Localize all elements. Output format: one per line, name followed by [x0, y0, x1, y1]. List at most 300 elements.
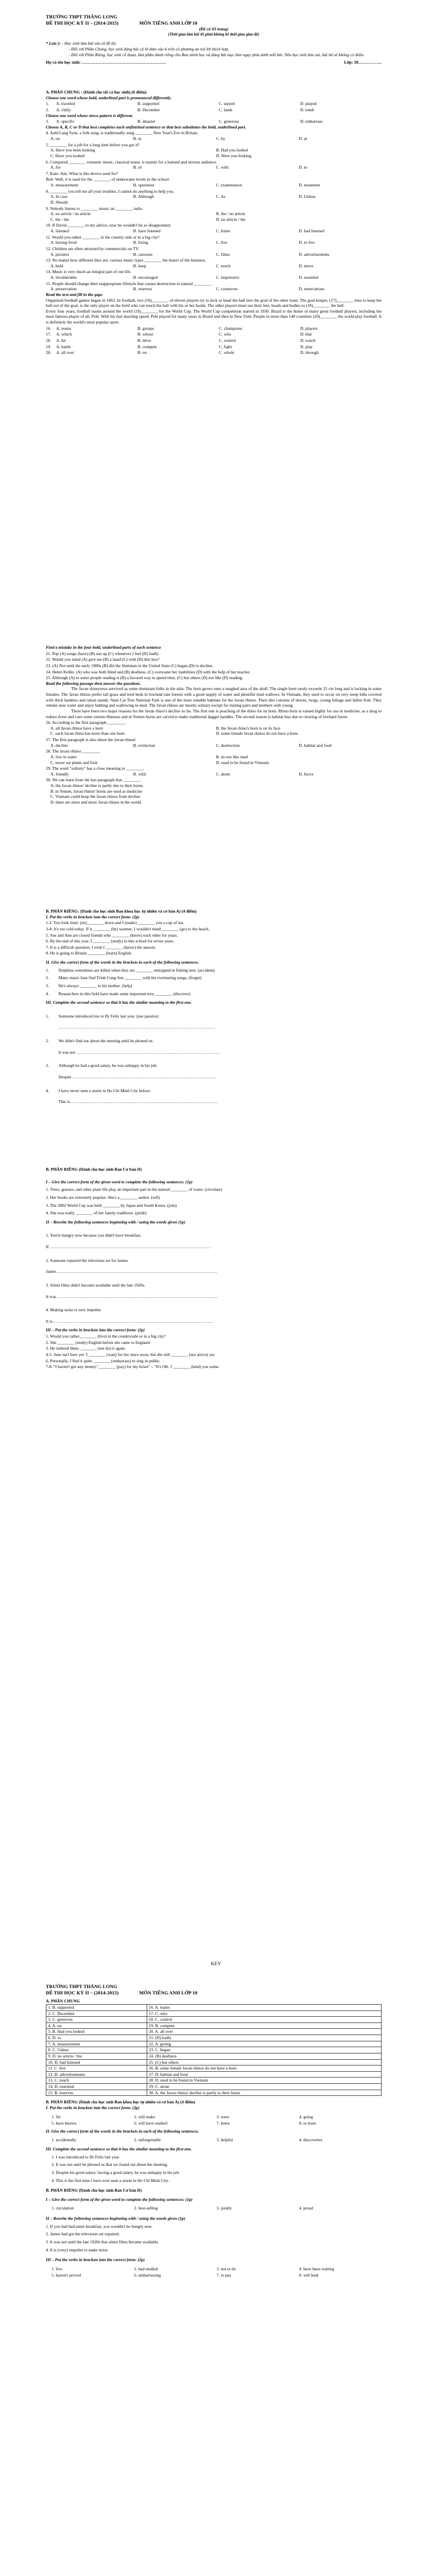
answer-option[interactable]: A. on [50, 136, 60, 141]
part-b1 [46, 906, 382, 1105]
key-exam-line [46, 1990, 382, 1996]
student-class-field[interactable]: Lớp: 10…………….. [344, 60, 382, 65]
question-row [46, 350, 382, 356]
word-form-question [46, 975, 382, 981]
exam-header [46, 14, 382, 65]
question-text: I have never seen a storm in Ho Chi Minh City before. [58, 1088, 151, 1093]
exam-title-line [46, 20, 382, 26]
answer-option[interactable]: D. that [300, 332, 312, 337]
answer-option[interactable]: C. stayed [219, 101, 235, 107]
verb-answer: 5. haven't arrived [52, 2273, 81, 2278]
verb-answer: 7. knew [217, 2121, 230, 2126]
answer-option[interactable]: B. groups [138, 325, 154, 331]
answer-option[interactable]: C. lamb [219, 107, 233, 112]
answer-option[interactable]: C. who [219, 332, 231, 337]
answer-option[interactable]: D. Unless [299, 194, 316, 200]
verb-question[interactable]: 7-8. "I haven't got any money."________ (pay) for my ticket" – "It's OK. I ________ (lend) you some. [46, 1364, 220, 1370]
answer-cell: 16. A. teams [147, 2004, 381, 2010]
answer-option[interactable]: D. there are more and more Javan rhinos in the world. [50, 799, 142, 805]
rewrite-answer: 3. It was not until the late 1920s that silent films became available. [46, 2239, 159, 2244]
answer-option[interactable]: B. living [133, 240, 148, 245]
answer-cell: 19. B. compete [147, 2022, 381, 2029]
answer-option[interactable]: A. hit [56, 337, 66, 343]
answer-option[interactable]: B. compete [138, 344, 157, 349]
answer-option[interactable]: A. which [56, 332, 72, 337]
stress-questions [46, 119, 382, 124]
passage-paragraph: There have been two major reasons for the Javan rhino's decline so far. The first one is poaching of the rhino for its horn. Rhino horn is valued highly for use in medicine, as a drug to reduce fever and cure some certain illnesses and in Yemen horns are carved to make traditional dagger handles. The second reason is habitat loss due to clearing of lowland forest. [46, 708, 382, 719]
question-stem: 4. Auld Lang Syne, a folk song, is traditionally sung ________ New Year's Eve in Britain. [46, 130, 199, 136]
question-number: 2. [46, 975, 49, 981]
key-subject: MÔN TIẾNG ANH LỚP 10 [139, 1990, 198, 1996]
answer-option[interactable]: B. of [133, 165, 142, 170]
key-rewrite-answers [46, 2224, 382, 2253]
answer-option[interactable]: C. the / the [50, 216, 69, 222]
question-number: 4. [46, 1088, 49, 1093]
answer-cell: 24. (B) deafness [147, 2053, 381, 2059]
answer-options [46, 228, 382, 234]
question-number: 1. [46, 101, 49, 107]
answer-line[interactable]: It was not ………………………………………………………………………………………… [58, 1049, 221, 1055]
question-stem: 15. People should change their inappropriate lifestyle that causes destruction to natural ________. [46, 280, 212, 286]
answer-cell: 10. D. had listened [46, 2059, 147, 2066]
question-number: 3. [46, 983, 49, 988]
rewrite-item [46, 1014, 382, 1030]
question-row [46, 101, 382, 107]
word-answer: 2. unforgettable [134, 2137, 161, 2143]
cloze-options [46, 326, 382, 356]
question-text: We didn't find out about the meeting until he phoned us. [58, 1038, 154, 1043]
word-form-question [46, 983, 382, 989]
answer-option[interactable]: C. never eat plants and fruit [50, 759, 98, 765]
answer-option[interactable]: A. chilly [56, 107, 71, 112]
error-question[interactable]: 22. Would you mind (A) give me (B) a hand (C) with (D) this box? [46, 657, 160, 662]
answer-option[interactable]: B. Had you looked [216, 147, 248, 153]
verb-answer: 8. to learn [299, 2121, 316, 2126]
answer-option[interactable]: A. friendly [50, 771, 69, 777]
answer-cell: 22. A. giving [147, 2041, 381, 2047]
answer-options [46, 275, 382, 280]
verb-question[interactable]: 6. Personally, I find it quite ________ (embarrass) to sing in public. [46, 1358, 161, 1363]
school-name: TRƯỜNG THPT THĂNG LONG [46, 14, 117, 20]
original-sentence [46, 1014, 382, 1019]
answer-cell: 7. A. measurement [46, 2041, 147, 2047]
answer-option[interactable]: A. specific [56, 119, 75, 124]
answer-cell: 5. B. Had you looked [46, 2029, 147, 2035]
rewrite-answer: 3. Despite his good salary/ having a good salary, he was unhappy in his job. [52, 2169, 180, 2175]
answer-line[interactable]: ………………………………………………………………………………………………… [58, 1024, 215, 1030]
exam-notes [46, 41, 382, 57]
answer-cell: 28. D. used to be found in Vietnam [147, 2078, 381, 2084]
error-question[interactable]: 25. Although (A) to some people reading is (B) a favored way to spend time, (C) but others (D) not like (D) reading. [46, 675, 244, 681]
answer-row [46, 2053, 382, 2059]
answer-option[interactable]: C. touch [216, 263, 231, 268]
word-answer: 1. accidentally [52, 2137, 77, 2143]
question-number: 1. [46, 1013, 49, 1019]
question-number: 20. [46, 350, 52, 356]
question-stem: 6. Compared ________ romantic music, classical music is mainly for a learned and serious audience. [46, 159, 218, 165]
grammar-questions [46, 130, 382, 292]
rewrite-item [46, 1063, 382, 1079]
error-question[interactable]: 21. Pop (A) songs (have) (B) use up (C) whenever I feel (D) badly. [46, 650, 159, 656]
question-stem: 5. ________ for a job for a long time before you got it? [46, 142, 140, 147]
verb-questions [46, 920, 382, 956]
answer-row [46, 2071, 382, 2078]
answer-option[interactable]: D. some female Javan rhinos do not have a horn. [216, 731, 299, 736]
word-form-question[interactable]: 4. She was really ________ of her family traditions. (pride) [46, 1210, 147, 1216]
answer-option[interactable]: D. to live [299, 240, 315, 245]
exam-pages: (Đề có 03 trang) [199, 26, 229, 32]
original-sentence [46, 1063, 382, 1069]
instruction: Choose A, B, C or D that best completes each unfinished sentence or that best substitutes the bold, underlined part. [46, 124, 246, 130]
question-stem: 7. Kate: Ask: What is this device used for? [46, 170, 119, 176]
verb-answer: 8. will lend [299, 2273, 319, 2278]
rewrite-answer: 1. If you had had eaten breakfast, you wouldn't be hungry now. [46, 2223, 153, 2229]
answer-option[interactable]: A. pictures [50, 251, 69, 257]
reading-passage [46, 686, 382, 719]
passage-paragraph: Organized football games began in 1863. In football, two (16)________ of eleven players try to kick or head the ball into the goal of the other team. The goal keeper, (17)________ tries to keep the ball out of the goal, is the only player on the field who can touch the ball with his or her hands. The other players must use their feet, heads and bodies to (18)________ the ball. [46, 297, 382, 309]
notes-label: * Lưu ý: [46, 41, 61, 46]
answer-option[interactable]: D. at [299, 136, 307, 141]
answer-option[interactable]: B. keep [133, 263, 147, 268]
answer-option[interactable]: A. traveled [56, 101, 75, 107]
answer-option[interactable]: B. cartoons [133, 251, 153, 257]
answer-option[interactable]: A. listened [50, 228, 69, 233]
rewrite-item [46, 1088, 382, 1105]
answer-option[interactable]: D. players [300, 325, 318, 331]
answer-option[interactable]: C. control [219, 337, 236, 343]
answer-row [46, 2029, 382, 2035]
verb-answer: 7. to pay [217, 2273, 231, 2278]
verb-answer: 1. Sit [52, 2114, 61, 2119]
answer-option[interactable]: B. reserves [133, 286, 152, 292]
rewrite-answer: 2. It was not until he phoned us that we found out about the meeting. [52, 2162, 168, 2168]
verb-questions [46, 1334, 382, 1370]
instruction: III. Complete the second sentence so that it has the similar meaning to the first one. [46, 1000, 192, 1006]
answer-row [46, 2041, 382, 2047]
question-number: 4. [46, 991, 49, 996]
answer-cell: 4. A. on [46, 2022, 147, 2029]
answer-cell: 17. C. who [147, 2010, 381, 2017]
answer-option[interactable]: B. disaster [138, 119, 156, 124]
answer-option[interactable]: A. all over [56, 350, 74, 356]
answer-option[interactable]: D. essential [299, 275, 319, 280]
verb-answer: 2. will make [134, 2114, 155, 2119]
verb-question[interactable]: 7. It is a difficult question. I wish I ________ (know) the answer. [46, 944, 156, 950]
answer-option[interactable]: B. operation [133, 182, 155, 188]
answer-cell: 3. C. generous [46, 2017, 147, 2023]
answer-option[interactable]: A. teams [56, 325, 72, 331]
answer-option[interactable]: D. watch [300, 337, 316, 343]
student-name-field[interactable]: Họ và tên học sinh: …………………………………………………… [46, 60, 167, 65]
instruction: Choose one word whose stress pattern is different. [46, 112, 133, 118]
answer-option[interactable]: C. listen [216, 228, 230, 233]
original-sentence: 1. You're hungry now because you didn't have breakfast. [46, 1233, 142, 1238]
answer-option[interactable]: C. live [216, 240, 227, 245]
answer-option[interactable]: C. fight [219, 344, 232, 349]
verb-question[interactable]: 1-2. You look tired. (sit)________ down and I (make) ________ you a cup of tea. [46, 920, 184, 926]
answer-option[interactable]: A. decline [50, 742, 68, 748]
answer-option[interactable]: D. played [300, 101, 317, 107]
verb-question[interactable]: 3-4: It's too cold today. If it ________ (be) warmer, I wouldn't mind ________ (go) to the beach. [46, 926, 210, 932]
answer-option[interactable]: C. with [216, 165, 229, 170]
answer-line[interactable]: James…………………………………………………………………………………………………… [46, 1269, 217, 1275]
answer-option[interactable]: D. embarrass [300, 119, 323, 124]
answer-option[interactable]: C. As [216, 194, 226, 200]
question-row [46, 107, 382, 113]
question-stem: 26. According to the first paragraph, ________. [46, 720, 127, 726]
answer-cell: 23. C. began [147, 2047, 381, 2053]
answer-option[interactable]: D. move [299, 263, 313, 268]
rewrite-questions [46, 1233, 382, 1324]
question-stem: 9. Nobody listens to ________ music on ________ radio. [46, 205, 143, 211]
verb-answer: 2. had studied [134, 2266, 158, 2271]
rewrite-answer: 2. James had got the television set repaired. [46, 2231, 120, 2237]
answer-option[interactable]: A. for [50, 165, 61, 170]
verb-question[interactable]: 2. She ________ (study) English before she came to England. [46, 1339, 151, 1345]
answer-option[interactable]: C. generous [219, 119, 239, 124]
answer-options [46, 754, 382, 765]
rewrite-item [46, 1258, 382, 1275]
answer-option[interactable]: D. Should [50, 199, 68, 205]
rewrite-item [46, 1233, 382, 1249]
word-form-questions [46, 1187, 382, 1216]
answer-options [46, 263, 382, 269]
word-form-question[interactable]: 3. The 2002 World Cup was held ________ by Japan and South Korea. (join) [46, 1202, 177, 1208]
answer-option[interactable]: B. encouraged [133, 275, 158, 280]
note-line: - Đối với Phần Riêng, học sinh cố đọan, làm phần dành riêng cho Ban mình học và đúng bài mục làm ngay phía dưới mỗi bài. Nếu học sinh làm sai, bài thi sẽ không có điểm. [69, 52, 365, 57]
answer-cell: 9. D. no article / the [46, 2053, 147, 2059]
answer-option[interactable]: C. destruction [216, 742, 240, 748]
question-stem: 29. The word "solitary" has a close meaning to ________. [46, 766, 144, 771]
answer-option[interactable]: B. the / no article [216, 211, 246, 217]
answer-cell: 26. B. some female Javan rhinos do not have a horn [147, 2066, 381, 2072]
answer-option[interactable]: B. Although [133, 194, 154, 200]
key-verb-answers [46, 2265, 382, 2278]
answer-option[interactable]: B. in [133, 136, 142, 141]
answer-cell: 12. D. advertisements [46, 2071, 147, 2078]
answer-options [46, 165, 382, 170]
answer-option[interactable]: D. fierce [299, 771, 314, 777]
question-text[interactable]: He's always ________ to his mother. (help) [58, 983, 132, 988]
question-stem: 11. Would you rather ________ in the country side or in a big city? [46, 234, 160, 240]
rewrite-questions [46, 1014, 382, 1105]
word-form-question [46, 991, 382, 997]
instruction: II. Give the correct form of the words in the brackets in each of the following sentences. [46, 2128, 199, 2134]
note-line: - Học sinh làm bài vào tờ đề thi. [62, 41, 117, 46]
verb-question[interactable]: 6. By the end of this year, I ________ (study) in this school for seven years. [46, 938, 175, 944]
answer-option[interactable]: A. having lived [50, 240, 77, 245]
answer-option[interactable]: B. drive [138, 337, 151, 343]
answer-option[interactable]: B. in Yemen, Javan rhinos' horns are used as medicine [50, 788, 143, 794]
question-number: 2. [46, 107, 49, 112]
answer-option[interactable]: C. Vietnam could keep the Javan rhinos from decline [50, 794, 140, 800]
original-sentence [46, 1088, 382, 1094]
question-number: 19. [46, 344, 52, 349]
instruction: II. Give the correct form of the words in the brackets in each of the following sentences. [46, 960, 199, 965]
question-stem: Bob: Well, it is used for the ________ of underwater levels in the school. [46, 177, 170, 182]
answer-option[interactable]: A. In case [50, 194, 68, 200]
answer-options [46, 194, 382, 205]
answer-option[interactable]: A. all Javan rhinos have a horn [50, 725, 103, 731]
instruction: I – Give the correct form of the given word to complete the following sentences: (1p) [46, 1179, 193, 1184]
verb-answer: 1. live [52, 2266, 62, 2271]
verb-question[interactable]: 4-5. June isn't here yet. I ________ (wait) for her since noon, but she still ________ (not arrive) yet. [46, 1351, 216, 1357]
word-form-question[interactable]: 1. Trees, grasses, and other plant life play an important part in the natural ________ of water. (circulate) [46, 1187, 222, 1192]
key-word-answers [46, 2137, 382, 2143]
answer-line[interactable]: Despite ………………………………………………………………………………………… [58, 1074, 217, 1079]
answer-option[interactable]: C. each Javan rhino has more than one horn [50, 731, 125, 736]
answer-option[interactable]: C. examination [216, 182, 242, 188]
answer-option[interactable]: D. through [300, 350, 319, 356]
answer-option[interactable]: B. extinction [133, 742, 155, 748]
answer-option[interactable]: C. by [216, 136, 226, 141]
instruction: III – Put the verbs in brackets into the correct form: (2p) [46, 1327, 145, 1333]
answer-key [46, 1983, 382, 2278]
answer-option[interactable]: D. treatment [299, 182, 320, 188]
verb-answer: 4. have been waiting [299, 2266, 335, 2271]
rewrite-item [46, 1283, 382, 1299]
answer-option[interactable]: C. Have you looked [50, 153, 85, 158]
rewrite-item [46, 1307, 382, 1324]
error-question[interactable]: 24. Helen Keller, (A) who was both blind and (B) deafness, (C) overcame her inabilities (D) with the help of her teacher. [46, 669, 251, 675]
verb-question[interactable]: 8. He is going to Britain ________ (learn) English. [46, 950, 132, 956]
question-stem: 30. We can learn from the last paragraph that ________. [46, 777, 142, 783]
answer-option[interactable]: C. conserves [216, 286, 238, 292]
question-row [46, 338, 382, 344]
answer-option[interactable]: D. no article / the [216, 216, 246, 222]
question-row [46, 344, 382, 350]
answer-option[interactable]: C. alone [216, 771, 230, 777]
answer-option[interactable]: D. to [299, 165, 308, 170]
error-question[interactable]: 23. (A) Not until the early 1900s (B) did the Stuttman in the United State (C) began (D) to decline. [46, 662, 214, 668]
original-sentence: 2. Someone repaired the television set for James. [46, 1257, 129, 1263]
answer-option[interactable]: A. battle [56, 344, 71, 349]
answer-option[interactable]: D. advertisements [299, 251, 329, 257]
rewrite-answer: 4. It is (very) impolite to make noise [46, 2247, 108, 2252]
answer-option[interactable]: A. invulnerable [50, 275, 77, 280]
answer-options [46, 743, 382, 749]
answer-option[interactable]: D. tomb [300, 107, 315, 112]
answer-row [46, 2010, 382, 2017]
instruction: II – Rewrite the following sentences beginning with / using the words given (1p) [46, 2216, 186, 2222]
question-row [46, 119, 382, 124]
passage-paragraph: Every four years, football teams around the world (19)________ for the World Cup. The World Cup competition started in 1930. Brazil is the home of many great football players, including the most famous player of all, Pelé. With his fast dazzling speed, Pelé played for many years in Brazil and then in New York. People in more than 140 countries (20)________ the world play football. It is definitely the world's most popular sport. [46, 308, 382, 325]
answer-option[interactable]: C. champions [219, 325, 242, 331]
answer-option[interactable]: A. measurement [50, 182, 78, 188]
word-answer: 3. jointly [217, 2205, 232, 2211]
answer-cell: 20. A. all over [147, 2029, 381, 2035]
answer-cell: 11. C. live [46, 2066, 147, 2072]
part-b1-heading: B. PHẦN RIÊNG: (Dành cho học sinh Ban khoa học tự nhiên và cơ bản A) (4 điểm) [46, 909, 197, 914]
answer-option[interactable]: D. play [300, 344, 313, 349]
question-text[interactable]: Many music fans find Trinh Cong Son ________ with his everlasting songs. (forget) [58, 975, 202, 981]
verb-question[interactable]: 3. He ordered them ________ (not do) it again. [46, 1346, 126, 1351]
question-number: 17. [46, 332, 52, 337]
word-form-question[interactable]: 2. Her books are extremely popular. She's a ________ author. (sell) [46, 1194, 160, 1200]
exam-title: ĐỀ THI HỌC KỲ II – (2014-2015) [46, 20, 119, 26]
answer-line[interactable]: If …………………………………………………………………………………………………… [46, 1244, 211, 1249]
instruction: III. Complete the second sentence so that it has the similar meaning to the first one. [46, 2146, 192, 2152]
answer-cell: 2. C. December [46, 2010, 147, 2017]
answer-row [46, 2022, 382, 2029]
verb-answer: 4. going [299, 2114, 313, 2119]
answer-option[interactable]: D. Were you looking [216, 153, 252, 158]
answer-option[interactable]: B. the Javan rhino's horn is on its face [216, 725, 281, 731]
answer-option[interactable]: A. the Javan rhinos' decline is partly due to their horns [50, 783, 143, 788]
verb-question[interactable]: 1. Would you rather________ (live) in the countryside or in a big city? [46, 1334, 166, 1339]
question-row [46, 332, 382, 337]
part-a-continued [46, 645, 382, 805]
rewrite-item [46, 1038, 382, 1055]
answer-option[interactable]: B. whose [138, 332, 154, 337]
answer-option[interactable]: D. reservations [299, 286, 325, 292]
question-number: 2. [46, 1038, 49, 1043]
answer-option[interactable]: C. whole [219, 350, 234, 356]
verb-question[interactable]: 5. Sue and Ann are closed friends who ________ (know) each other for years. [46, 932, 178, 938]
key-b2-heading: B. PHẦN RIÊNG (Dành cho học sinh Ban Cơ bản D) [46, 2188, 142, 2193]
answer-line[interactable]: This is…………………………………………………………………………………………… [58, 1099, 218, 1105]
passage-paragraph: The Javan rhinoceros survived as some dominant folks in the skin. The horn grows onto a toughed area of the skull. The single horn rarely exceeds 25 cm long and is lacking in some females. The Javan rhinos prefer tall grass and reed beds in lowland rain forests with a good supply of water and plentiful mud wallows. In Vietnam, they used to occur on very steep hills covered with thick bamboo and rattan stands. Nam Cat Tien National Park is one of the most suitable habitats for the Javan rhinos. Their diet consists of shoots, twigs, young foliage and fallen fruit. They remain near water and enjoy bathing and wallowing in mud. The Javan rhinos are mostly solitary except for mating pairs and mothers with young. [46, 686, 382, 708]
instruction: Read the following passage then answer the questions. [46, 680, 141, 686]
answer-option[interactable]: B. have listened [133, 228, 160, 233]
answer-option[interactable]: D. habitat and food [299, 742, 332, 748]
answer-table [46, 2004, 382, 2096]
question-text[interactable]: Researchers in this field have made some important new________. (discover) [58, 991, 191, 996]
answer-line[interactable]: It is…………………………………………………………………………………………………… [46, 1318, 214, 1324]
word-answer: 1. circulation [52, 2205, 74, 2211]
answer-option[interactable]: C. impressive [216, 275, 239, 280]
answer-option[interactable]: A. live in water [50, 754, 77, 759]
question-stem: 13. No matter how different they are, various music types ________ the hearts of the listeners. [46, 258, 206, 263]
verb-answer: 6. will have studied [134, 2121, 167, 2126]
student-info-row [46, 60, 382, 65]
answer-option[interactable]: B. supported [138, 101, 159, 107]
answer-row [46, 2059, 382, 2066]
answer-options [46, 783, 382, 805]
answer-option[interactable]: B. do not like mud [216, 754, 248, 759]
answer-line[interactable]: It was …………………………………………………………………………………………………… [46, 1293, 218, 1299]
part-b2 [46, 1164, 382, 1370]
question-number: 3. [46, 119, 49, 124]
key-rewrite-answers [46, 2154, 382, 2184]
instruction: II – Rewrite the following sentences beginning with / using the words given (1p) [46, 1219, 186, 1225]
answer-option[interactable]: A. Have you been looking [50, 147, 95, 153]
verb-answer: 6. embarrassing [134, 2273, 161, 2278]
verb-answer: 3. were [217, 2114, 229, 2119]
question-text[interactable]: Dolphins sometimes are killed when they are ________ entrapped in fishing nets. (accident) [58, 967, 215, 973]
answer-option[interactable]: A. no article / no article [50, 211, 91, 217]
answer-option[interactable]: B. on [138, 350, 147, 356]
answer-option[interactable]: A. preservation [50, 286, 77, 292]
part-a-heading: A. PHẦN CHUNG : (Dành cho tất cả học sinh) (6 điểm) [46, 89, 147, 95]
answer-option[interactable]: B. December [138, 107, 160, 112]
instruction: I. Put the verbs in brackets into the correct form: (2p) [46, 2105, 140, 2110]
answer-option[interactable]: D. had listened [299, 228, 325, 233]
answer-option[interactable]: A. hold [50, 263, 64, 268]
answer-options [46, 286, 382, 292]
instruction: I – Give the correct form of the given word to complete the following sentences: (1p) [46, 2196, 193, 2202]
note-line: - Đối với Phần Chung, học sinh đúng bài cả lớ đảm vào 6 trên có phương án trả lời thích hợp. [69, 46, 229, 52]
answer-option[interactable]: B. wild [133, 771, 146, 777]
answer-option[interactable]: C. films [216, 251, 230, 257]
answer-options [46, 240, 382, 245]
verb-answer: 5. have known [52, 2121, 77, 2126]
answer-option[interactable]: D. used to be found in Vietnam [216, 759, 269, 765]
answer-row [46, 2047, 382, 2053]
pronunciation-questions [46, 101, 382, 112]
instruction: III – Put the verbs in brackets into the correct form: (2p) [46, 2257, 145, 2263]
exam-duration: (Thời gian làm bài 45 phút không kể thời gian giao đề) [168, 32, 260, 37]
